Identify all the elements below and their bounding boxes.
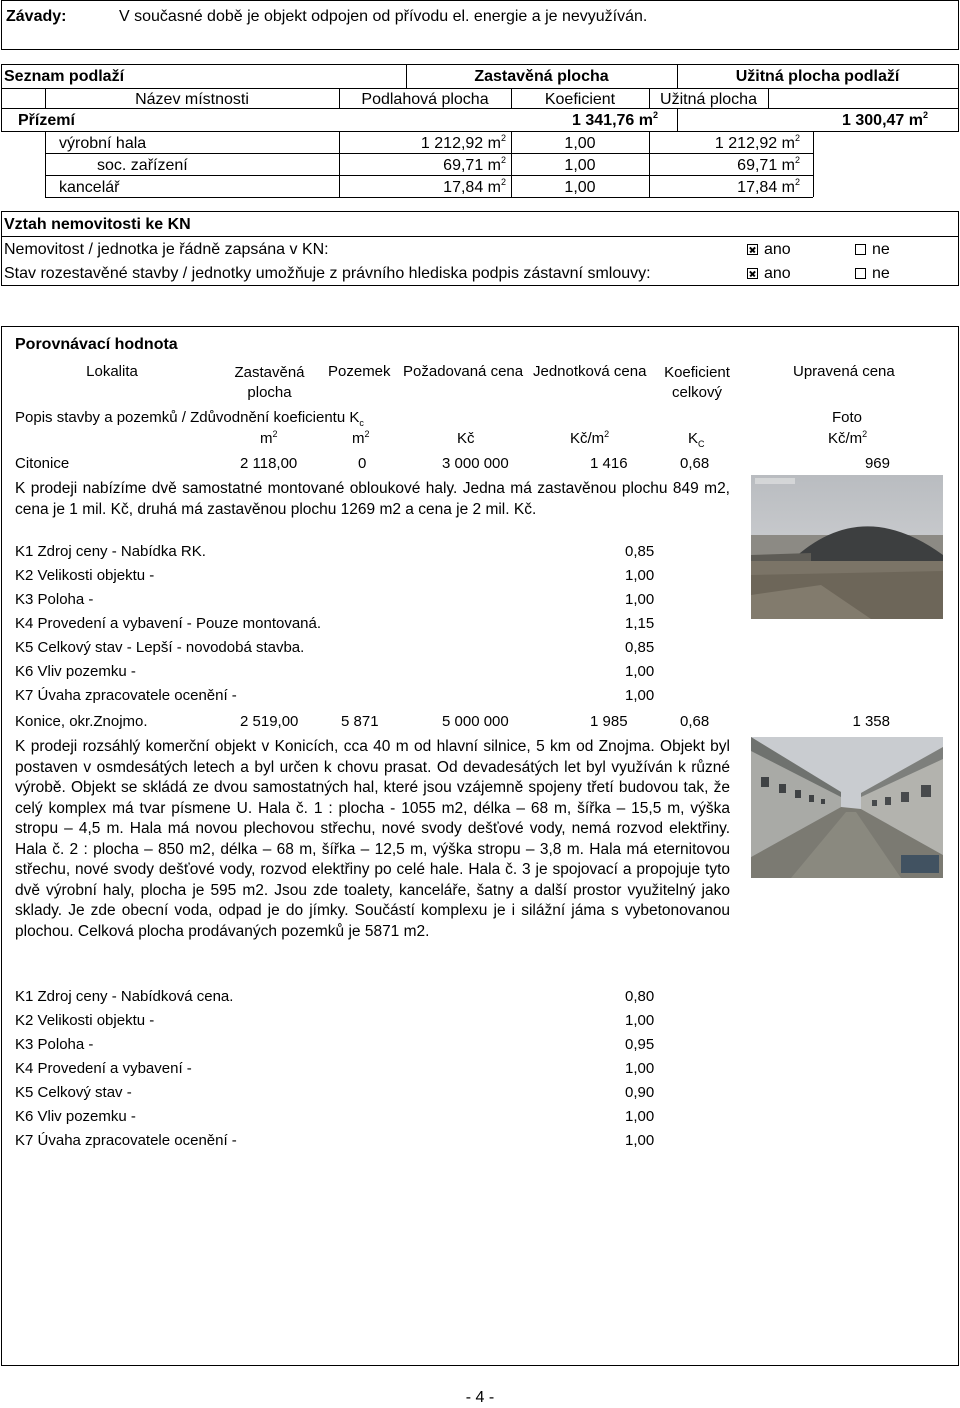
factor-value: 0,80 xyxy=(625,988,655,1005)
entry-location: Citonice xyxy=(15,455,70,472)
factor-label: K1 Zdroj ceny - Nabídková cena. xyxy=(15,988,234,1005)
factor-label: K4 Provedení a vybavení - xyxy=(15,1060,192,1077)
col-adjusted: Upravená cena xyxy=(793,363,895,380)
unit-unit-price: $Kč/m^2$ xyxy=(570,429,610,447)
room-usable: 1 212,92 $m^2$ xyxy=(714,133,800,152)
factor-label: K7 Úvaha zpracovatele ocenění - xyxy=(15,1132,237,1149)
factor-value: 1,00 xyxy=(625,1012,655,1029)
factor-value: 0,90 xyxy=(625,1084,655,1101)
col-unit-price: Jednotková cena xyxy=(533,363,647,380)
ground-floor-built: 1 341,76 $m^2$ xyxy=(572,110,658,129)
col-land: Pozemek xyxy=(328,363,391,380)
kn-question-pledge: Stav rozestavěné stavby / jednotky umožňuje z právního hlediska podpis zástavní smlouvy: xyxy=(4,265,651,282)
entry-coef: 0,68 xyxy=(680,713,710,730)
entry-built: 2 519,00 xyxy=(240,713,299,730)
kn-question-registered: Nemovitost / jednotka je řádně zapsána v KN: xyxy=(4,241,329,258)
factor-label: K2 Velikosti objektu - xyxy=(15,1012,155,1029)
entry-built: 2 118,00 xyxy=(240,455,298,472)
room-name: kancelář xyxy=(59,179,120,196)
entry-adjusted: 969 xyxy=(864,455,890,472)
col-coef: Koeficient celkový xyxy=(664,364,730,401)
desc-label: Popis stavby a pozemků / Zdůvodnění koeficientu $K_c$ xyxy=(15,409,364,428)
comparison-title: Porovnávací hodnota xyxy=(15,336,178,353)
page-number: - 4 - xyxy=(465,1389,495,1406)
room-coef: 1,00 xyxy=(564,179,596,196)
room-usable: 17,84 $m^2$ xyxy=(737,177,800,196)
floors-header-built: Zastavěná plocha xyxy=(474,68,609,85)
factor-value: 1,15 xyxy=(625,615,655,632)
room-name: soc. zařízení xyxy=(97,157,188,174)
entry-location: Konice, okr.Znojmo. xyxy=(15,713,148,730)
factor-value: 0,85 xyxy=(625,543,655,560)
entry-description: K prodeji rozsáhlý komerční objekt v Konicích, cca 40 m od hlavní silnice, 5 km od Znojma. Objekt byl postaven v osmdesátých letech a byl určen k chovu prasat. Od devadesátých let byl využíván k různé výrobě. Objekt se skládá ze dvou samostatných hal, které jsou vzájemně spojeny třetí budovou tak, že celý komplex má tvar písmene U. Hala č. 1 : plocha - 1055 m2, délka – 68 m, šířka – 15,5 m, výška stropu – 4,5 m. Hala má novou plechovou střechu, nové svody dešťové vody, nemá rozvod elektřiny. Hala č. 2 : plocha – 850 m2, délka – 68 m, šířka – 12,5 m, výška stropu – 3,8 m. Hala má eternitovou střechu, nové svody dešťové vody, rozvod elektřiny po celé hale. Hala č. 3 je spojovací a propojuje tyto dvě výrobní haly, plocha je 595 m2. Jsou zde toalety, kanceláře, šatny a další prostor využitelný jako sklady. Je zde obecní voda, odpad je do jímky. Součástí komplexu je i silážní jáma s vybetonovanou plochou. Celková plocha prodávaných pozemků je 5871 m2. xyxy=(15,738,730,940)
room-floor-area: 1 212,92 $m^2$ xyxy=(420,133,506,152)
checkbox-checked-icon[interactable] xyxy=(747,244,758,255)
property-photo xyxy=(751,737,943,878)
checkbox-checked-icon[interactable] xyxy=(747,268,758,279)
factor-value: 0,85 xyxy=(625,639,655,656)
entry-land: 5 871 xyxy=(341,713,379,730)
factor-label: K7 Úvaha zpracovatele ocenění - xyxy=(15,687,237,704)
ground-floor-name: Přízemí xyxy=(18,112,75,129)
factor-value: 1,00 xyxy=(625,567,655,584)
entry-unit-price: 1 985 xyxy=(590,713,628,730)
factor-value: 0,95 xyxy=(625,1036,655,1053)
factor-label: K6 Vliv pozemku - xyxy=(15,663,136,680)
factor-label: K1 Zdroj ceny - Nabídka RK. xyxy=(15,543,206,560)
col-built: Zastavěná plocha xyxy=(234,364,305,401)
floors-sub-room: Název místnosti xyxy=(135,91,249,108)
defects-box xyxy=(1,0,959,50)
factor-value: 1,00 xyxy=(625,1108,655,1125)
entry-description: K prodeji nabízíme dvě samostatné montované obloukové haly. Jedna má zastavěnou plochu 849 m2, cena je 1 mil. Kč, druhá má zastavěnou plochu 1269 m2 a cena je 2 mil. Kč. xyxy=(15,480,730,518)
room-name: výrobní hala xyxy=(59,135,147,152)
entry-unit-price: 1 416 xyxy=(590,455,628,472)
room-coef: 1,00 xyxy=(564,157,596,174)
col-location: Lokalita xyxy=(86,363,138,380)
floors-sub-usable-area: Užitná plocha xyxy=(660,91,757,108)
entry-adjusted: 1 358 xyxy=(852,713,890,730)
room-coef: 1,00 xyxy=(564,135,596,152)
photo-label: Foto xyxy=(832,409,863,426)
floors-sub-floor-area: Podlahová plocha xyxy=(361,91,489,108)
kn-title: Vztah nemovitosti ke KN xyxy=(4,216,191,233)
kn-q2-no-option[interactable]: ne xyxy=(855,264,890,284)
unit-adjusted: $Kč/m^2$ xyxy=(828,429,868,447)
factor-label: K6 Vliv pozemku - xyxy=(15,1108,136,1125)
factor-label: K3 Poloha - xyxy=(15,1036,94,1053)
col-price: Požadovaná cena xyxy=(403,363,524,380)
kn-q2-yes-option[interactable]: ano xyxy=(747,264,791,284)
factor-value: 1,00 xyxy=(625,1060,655,1077)
property-photo xyxy=(751,475,943,619)
floors-header-usable: Užitná plocha podlaží xyxy=(735,68,900,85)
factor-label: K5 Celkový stav - xyxy=(15,1084,132,1101)
ground-floor-usable: 1 300,47 $m^2$ xyxy=(842,110,928,129)
entry-price: 3 000 000 xyxy=(442,455,509,472)
unit-price: Kč xyxy=(457,430,475,447)
room-floor-area: 17,84 $m^2$ xyxy=(443,177,506,196)
factor-label: K2 Velikosti objektu - xyxy=(15,567,155,584)
factor-label: K5 Celkový stav - Lepší - novodobá stavba. xyxy=(15,639,305,656)
unit-land: $m^2$ xyxy=(352,429,370,447)
comparison-box xyxy=(1,326,959,1366)
room-usable: 69,71 $m^2$ xyxy=(737,155,800,174)
entry-price: 5 000 000 xyxy=(442,713,509,730)
unit-built: $m^2$ xyxy=(260,429,278,447)
defects-label: Závady: xyxy=(6,8,67,25)
entry-land: 0 xyxy=(358,455,367,472)
factor-value: 1,00 xyxy=(625,1132,655,1149)
kn-q1-yes-option[interactable]: ano xyxy=(747,240,791,260)
checkbox-empty-icon[interactable] xyxy=(855,244,866,255)
factor-label: K3 Poloha - xyxy=(15,591,94,608)
defects-text: V současné době je objekt odpojen od přívodu el. energie a je nevyužíván. xyxy=(119,8,648,25)
kn-q1-no-option[interactable]: ne xyxy=(855,240,890,260)
floors-sub-coef: Koeficient xyxy=(544,91,616,108)
factor-value: 1,00 xyxy=(625,687,655,704)
checkbox-empty-icon[interactable] xyxy=(855,268,866,279)
floors-header-list: Seznam podlaží xyxy=(4,68,125,85)
unit-coef: $K_C$ xyxy=(688,430,705,449)
room-floor-area: 69,71 $m^2$ xyxy=(443,155,506,174)
factor-value: 1,00 xyxy=(625,591,655,608)
entry-coef: 0,68 xyxy=(680,455,710,472)
factor-value: 1,00 xyxy=(625,663,655,680)
factor-label: K4 Provedení a vybavení - Pouze montovaná. xyxy=(15,615,322,632)
